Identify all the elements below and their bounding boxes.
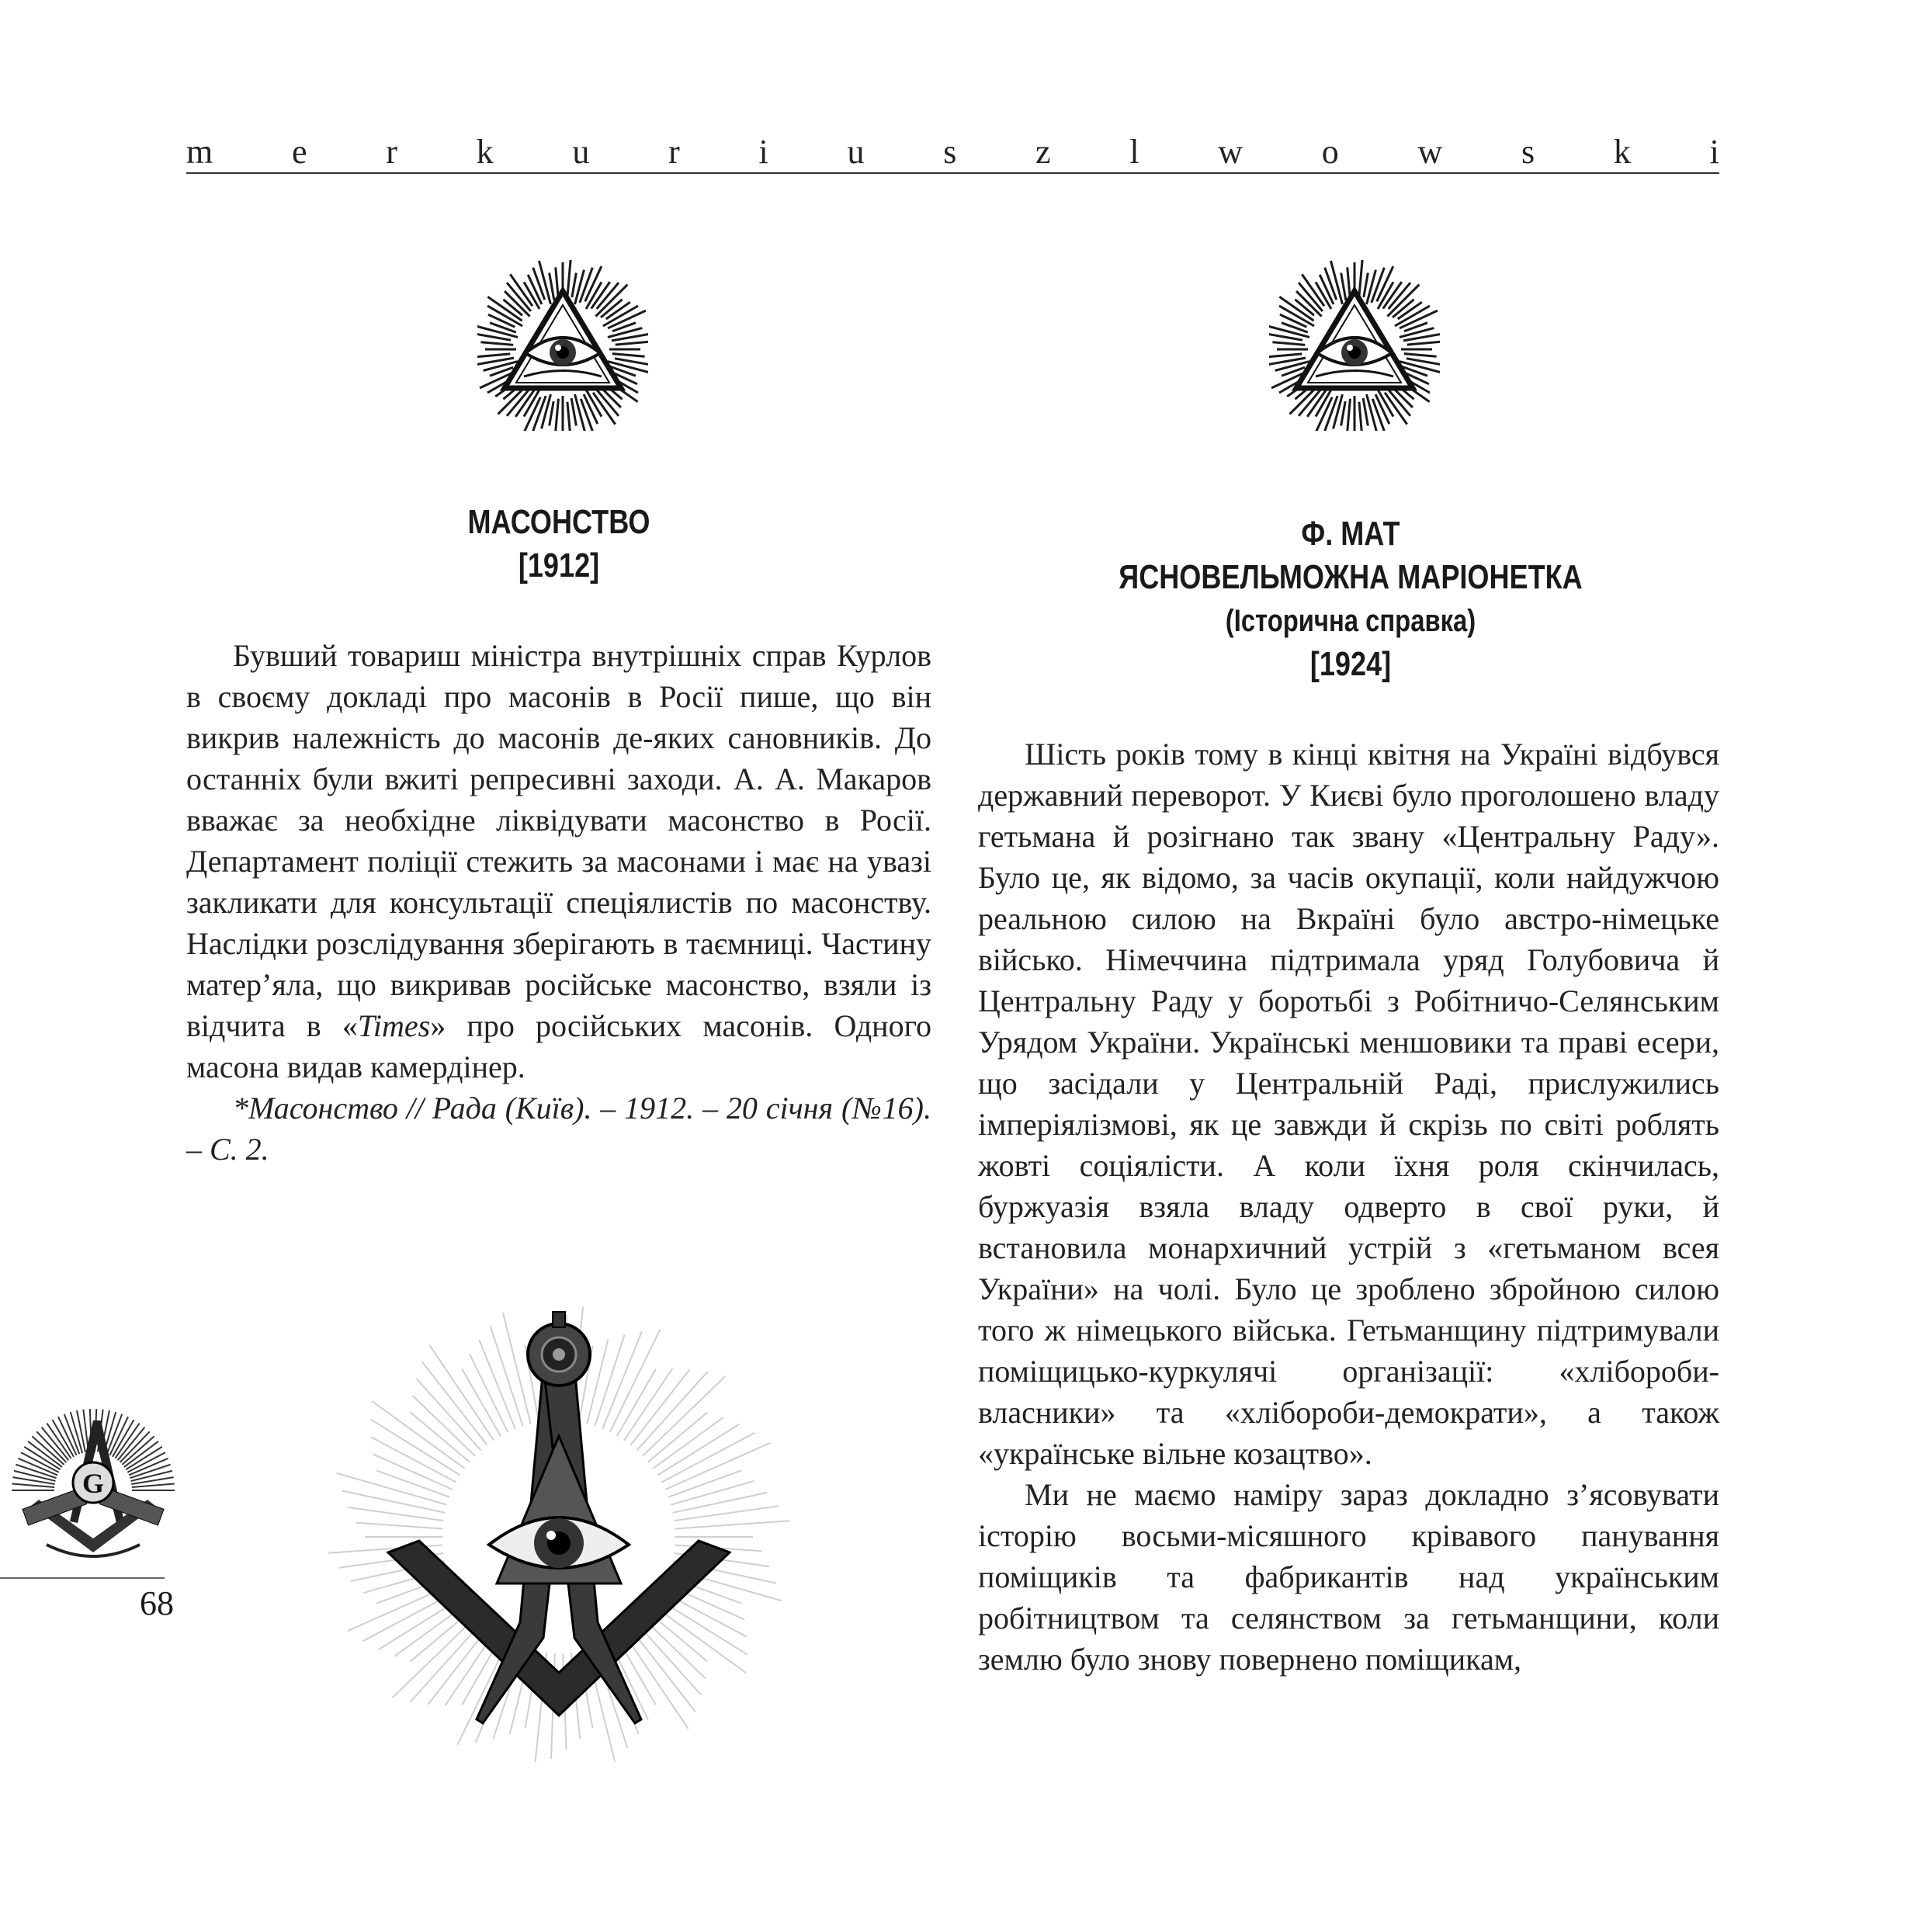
running-title-letter: u	[572, 133, 590, 171]
left-paragraph: Бувший товариш міністра внутрішніх справ Курлов в своєму докладі про масонів в Росії пише, що він викрив належність до масонів де-яких сановників. До останніх були вжиті репресивні заходи. А. А. Макаров вважає за необхідне ліквідувати масонство в Росії. Департамент поліції стежить за масонами і має на увазі закликати для консультації спеціялистів по масонству. Наслідки розслідування зберігають в таємниці. Частину матер’яла, що викривав російське масонство, взяли із відчита в «Times» про російських масонів. Одного масона видав камердінер.	[186, 638, 931, 1084]
left-column	[186, 635, 931, 1170]
left-title: МАСОНСТВО	[467, 503, 650, 541]
right-paragraph-1: Шість років тому в кінці квітня на Україні відбувся державний переворот. У Києві було проголошено владу гетьмана й розігнано так звану «Центральну Раду». Було це, як відомо, за часів окупації, коли найдужчою реальною силою на Вкраїні було австро-німецьке військо. Німеччина підтримала уряд Голубовича й Центральну Раду у боротьбі з Робітничо-Селянським Урядом України. Українські меншовики та праві есери, що засідали у Центральній Раді, прислужились імперіялізмові, як це завжди й скрізь по світі роблять жовті соціялісти. А коли їхня роля скінчилась, буржуазія взяла владу одверто в свої руки, й встановила монархичний устрій з «гетьманом всея України» на чолі. Було це зроблено збройною силою того ж німецького війська. Гетьманщину підтримували поміщицько-куркулячі організації: «хлібороби-власники» та «хлібороби-демократи», а також «українське вільне козацтво».	[978, 737, 1719, 1471]
right-column	[978, 734, 1719, 1680]
page-number: 68	[140, 1584, 174, 1622]
running-title-letter: z	[1035, 133, 1051, 171]
running-title-letter: i	[1709, 133, 1719, 171]
running-title-letter: o	[1321, 133, 1339, 171]
header-rule	[186, 172, 1719, 174]
right-author: Ф. МАТ	[1301, 515, 1400, 553]
running-title-letter: u	[847, 133, 865, 171]
running-title-letter: k	[476, 133, 494, 171]
running-title-letter: w	[1218, 133, 1243, 171]
right-year: [1924]	[1309, 645, 1392, 683]
running-title-letter: i	[758, 133, 768, 171]
running-title-letter: s	[1521, 133, 1535, 171]
left-year: [1912]	[518, 546, 600, 584]
running-header	[186, 132, 1719, 175]
running-title-letter: k	[1613, 133, 1631, 171]
page-number-rule	[0, 1577, 165, 1579]
times-italic: Times	[357, 1008, 431, 1043]
running-title-letter: s	[943, 133, 957, 171]
left-citation: *Масонство // Рада (Київ). – 1912. – 20 січня (№16). – С. 2.	[186, 1091, 931, 1167]
right-paragraph-2: Ми не маємо наміру зараз докладно з’ясовувати історію восьми-місяшного крівавого панування поміщиків та фабрикантів над українським робітництвом та селянством за гетьманщини, коли землю було знову повернено поміщикам,	[978, 1477, 1719, 1677]
eye-of-providence-icon	[477, 260, 648, 431]
masonic-g-emblem-icon	[0, 1389, 186, 1576]
running-title-letter: r	[386, 133, 397, 171]
running-title-letter: r	[668, 133, 680, 171]
running-title-letter: m	[186, 133, 213, 171]
eye-of-providence-icon	[1269, 260, 1440, 431]
square-and-compass-icon	[310, 1281, 807, 1762]
running-title-letter: l	[1129, 133, 1139, 171]
running-title	[186, 132, 1719, 175]
right-subtitle: (Історична справка)	[1225, 604, 1476, 638]
running-title-letter: e	[291, 133, 307, 171]
running-title-letter: w	[1417, 133, 1443, 171]
right-title: ЯСНОВЕЛЬМОЖНА МАРІОНЕТКА	[1119, 558, 1583, 596]
svg-text:G: G	[82, 1468, 105, 1499]
right-article-heading	[1032, 512, 1669, 686]
left-article-heading	[380, 501, 737, 588]
